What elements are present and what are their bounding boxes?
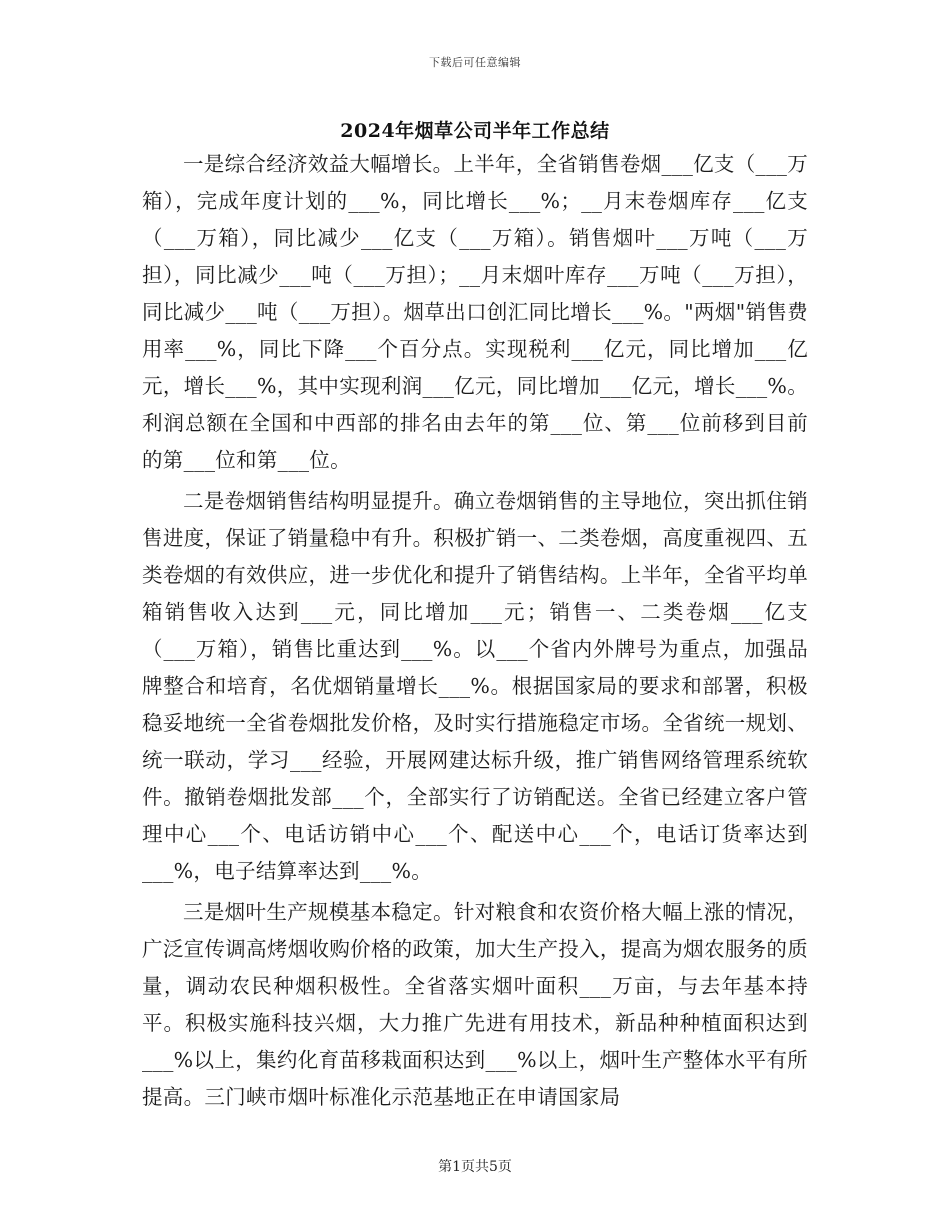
paragraph-leaf-production: 三是烟叶生产规模基本稳定。针对粮食和农资价格大幅上涨的情况，广泛宣传调高烤烟收购价格的政策，加大生产投入，提高为烟农服务的质量，调动农民种烟积极性。全省落实烟叶面积___万亩，与去年基本持平。积极实施科技兴烟，大力推广先进有用技术，新品种种植面积达到___%以上，集约化育苗移栽面积达到___%以上，烟叶生产整体水平有所提高。三门峡市烟叶标准化示范基地正在申请国家局 — [142, 900, 808, 1109]
paragraph-sales-structure: 二是卷烟销售结构明显提升。确立卷烟销售的主导地位，突出抓住销售进度，保证了销量稳中有升。积极扩销一、二类卷烟，高度重视四、五类卷烟的有效供应，进一步优化和提升了销售结构。上半年，全省平均单箱销售收入达到___元，同比增加___元；销售一、二类卷烟___亿支（___万箱），销售比重达到___%。以___个省内外牌号为重点，加强品牌整合和培育，名优烟销量增长___%。根据国家局的要求和部署，积极稳妥地统一全省卷烟批发价格，及时实行措施稳定市场。全省统一规划、统一联动，学习___经验，开展网建达标升级，推广销售网络管理系统软件。撤销卷烟批发部___个，全部实行了访销配送。全省已经建立客户管理中心___个、电话访销中心___个、配送中心___个，电话订货率达到___%，电子结算率达到___%。 — [142, 489, 808, 883]
paragraph-economic-benefits: 一是综合经济效益大幅增长。上半年，全省销售卷烟___亿支（___万箱），完成年度计划的___%，同比增长___%；__月末卷烟库存___亿支（___万箱），同比减少___亿支（___万箱）。销售烟叶___万吨（___万担），同比减少___吨（___万担）；__月末烟叶库存___万吨（___万担），同比减少___吨（___万担）。烟草出口创汇同比增长___%。"两烟"销售费用率___%，同比下降___个百分点。实现税利___亿元，同比增加___亿元，增长___%，其中实现利润___亿元，同比增加___亿元，增长___%。利润总额在全国和中西部的排名由去年的第___位、第___位前移到目前的第___位和第___位。 — [142, 152, 808, 472]
page-number: 第1页共5页 — [438, 1159, 512, 1175]
page-header-note: 下载后可任意编辑 — [429, 56, 521, 69]
document-body — [142, 146, 808, 1120]
document-title: 2024年烟草公司半年工作总结 — [340, 120, 610, 142]
